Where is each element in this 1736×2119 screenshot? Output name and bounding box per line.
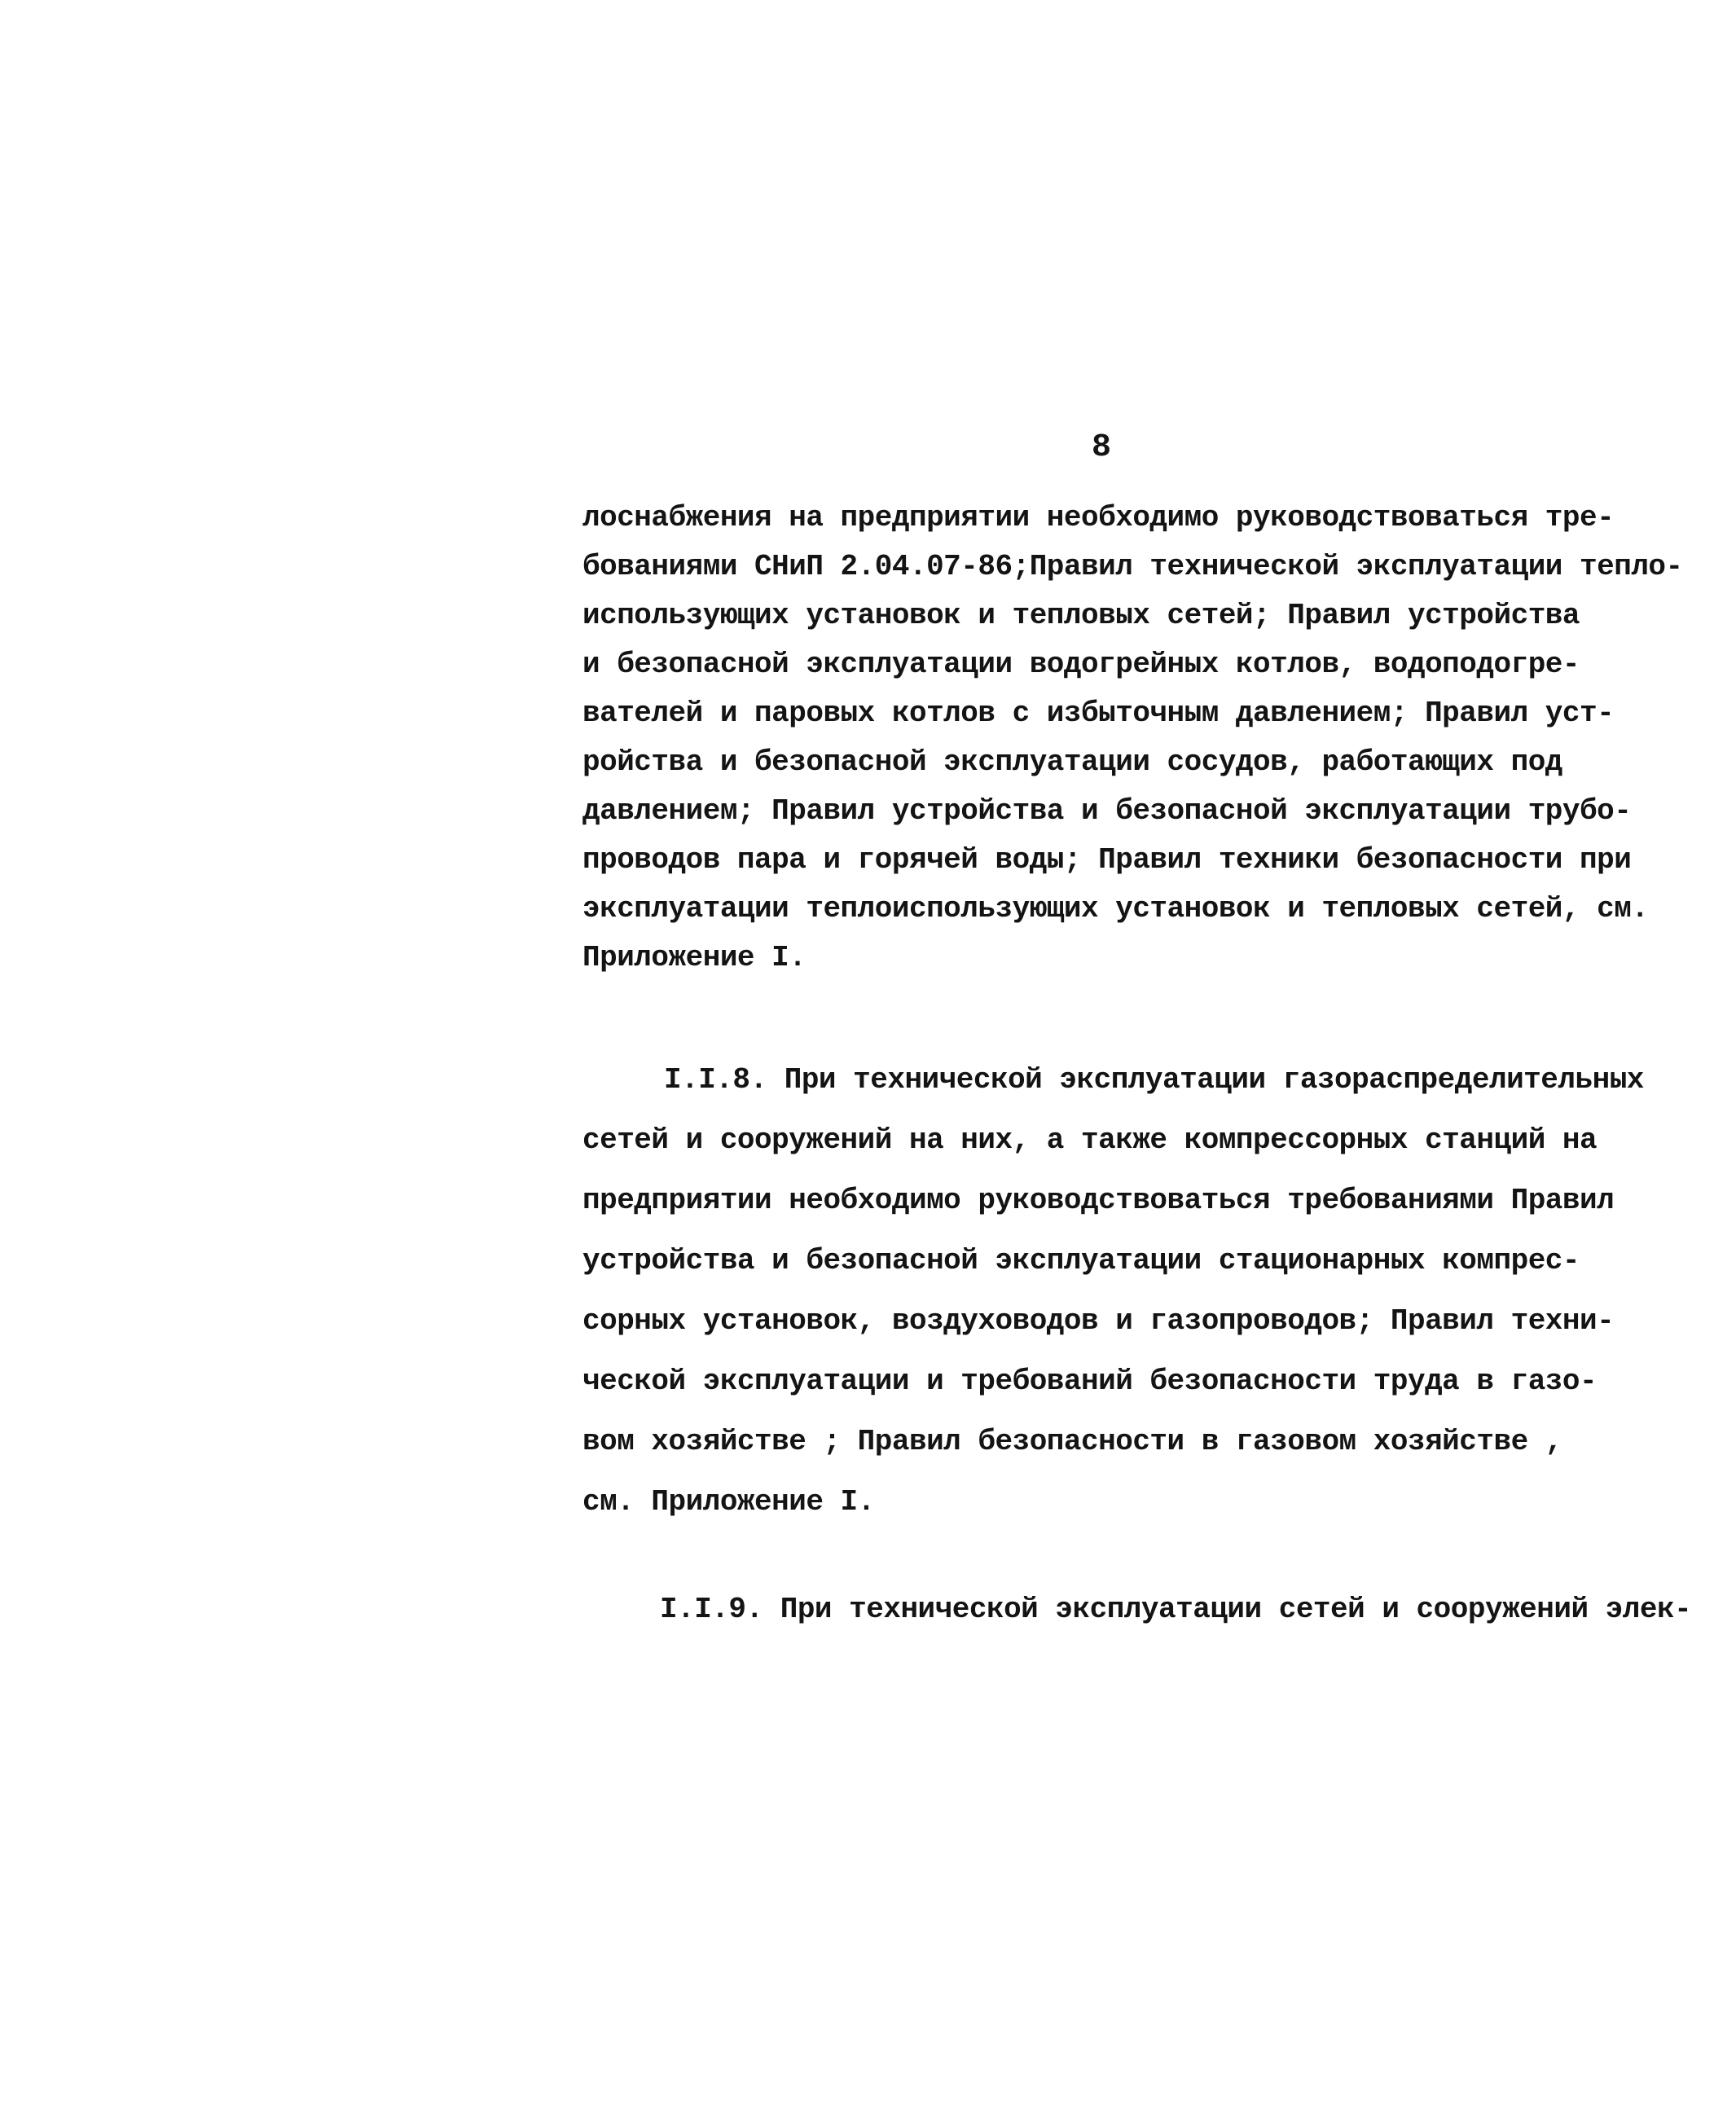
page-number: 8 (1092, 429, 1112, 466)
text-line: ройства и безопасной эксплуатации сосудов, работающих под (582, 745, 1562, 779)
text-line: проводов пара и горячей воды; Правил техники безопасности при (582, 843, 1632, 877)
text-line: лоснабжения на предприятии необходимо руководствоваться тре- (582, 501, 1615, 534)
text-line: сетей и сооружений на них, а также компрессорных станций на (582, 1123, 1598, 1157)
text-line: и безопасной эксплуатации водогрейных котлов, водоподогре- (582, 648, 1580, 681)
text-line: сорных установок, воздуховодов и газопроводов; Правил техни- (582, 1304, 1615, 1338)
text-line: Приложение I. (582, 941, 806, 974)
paragraph-start-line: I.I.8. При технической эксплуатации газораспределительных (664, 1063, 1644, 1097)
text-line: бованиями СНиП 2.04.07-86;Правил технической эксплуатации тепло- (582, 550, 1683, 583)
text-line: вателей и паровых котлов с избыточным давлением; Правил уст- (582, 697, 1615, 730)
text-line: устройства и безопасной эксплуатации стационарных компрес- (582, 1244, 1580, 1277)
text-line: предприятии необходимо руководствоваться требованиями Правил (582, 1184, 1615, 1217)
text-line: см. Приложение I. (582, 1485, 875, 1519)
text-line: использующих установок и тепловых сетей; Правил устройства (582, 599, 1580, 632)
paragraph-start-line: I.I.9. При технической эксплуатации сетей и сооружений элек- (660, 1593, 1692, 1626)
text-line: давлением; Правил устройства и безопасной эксплуатации трубо- (582, 794, 1632, 828)
text-line: ческой эксплуатации и требований безопасности труда в газо- (582, 1365, 1598, 1398)
text-line: эксплуатации теплоиспользующих установок и тепловых сетей, см. (582, 892, 1649, 925)
text-line: вом хозяйстве ; Правил безопасности в газовом хозяйстве , (582, 1425, 1562, 1458)
